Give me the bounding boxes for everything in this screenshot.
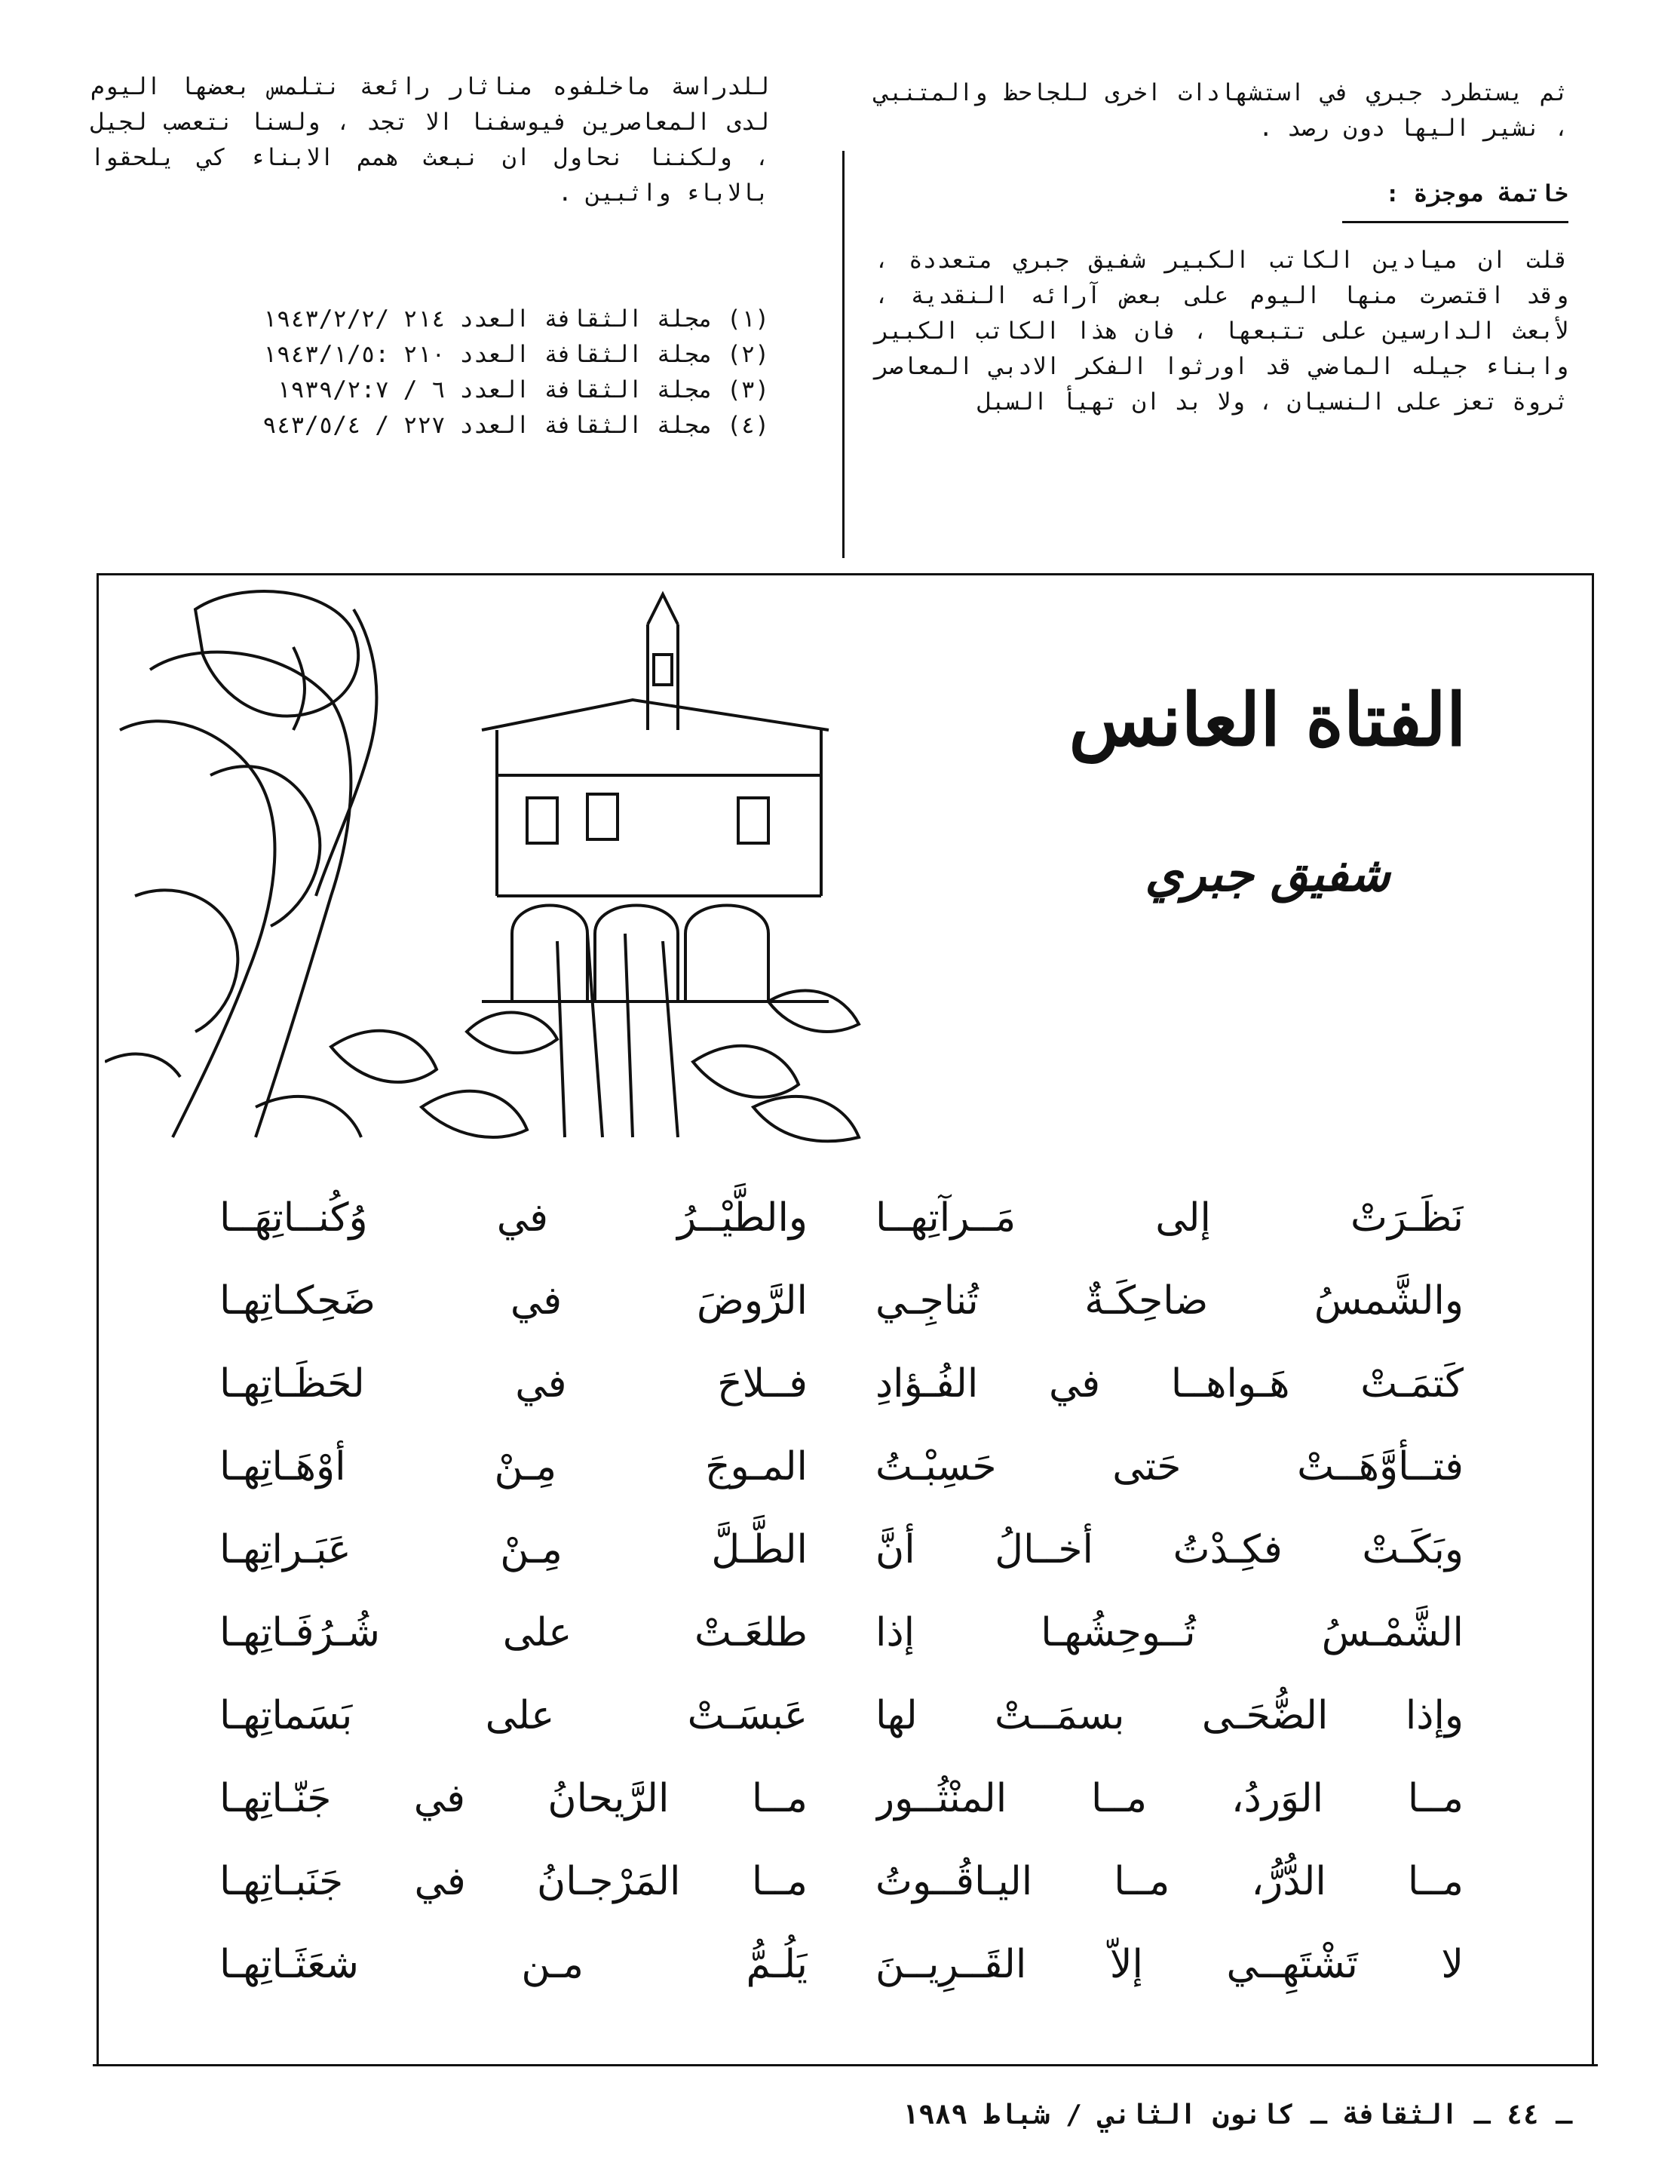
verse-second-hemistich: والطَّيْــرُ في وُكُنــاتِهَــا [219, 1195, 808, 1241]
verse-line [99, 1508, 1592, 1591]
verse-second-hemistich: مــا المَرْجـانُ في جَنَبـاتِهـا [219, 1859, 808, 1904]
verse-first-hemistich: وبَكَـتْ فكِـدْتُ أخــالُ أنَّ [875, 1527, 1464, 1572]
verse-first-hemistich: الشَّمْـسُ تُــوحِشُهـا إذا [875, 1610, 1464, 1655]
verse-first-hemistich: مــا الدُّرُّ، مــا اليـاقُــوتُ [875, 1859, 1464, 1904]
reference-item: (١) مجلة الثقافة العدد ٢١٤ /١٩٤٣/٢/٢ [262, 305, 769, 333]
article-right-column [875, 75, 1568, 420]
verse-first-hemistich: كَتمَـتْ هَـواهــا في الفُـؤادِ [875, 1361, 1464, 1406]
page-footer: ـ ٤٤ ـ الثقافة ـ كانون الثاني / شباط ١٩٨٩ [902, 2100, 1572, 2130]
article-left-column [90, 69, 769, 443]
verse-line [99, 1591, 1592, 1674]
reference-item: (٣) مجلة الثقافة العدد ٦ / ١٩٣٩/٢:٧ [276, 376, 769, 403]
verse-second-hemistich: يَلُـمُّ مـن شعَثَـاتِهـا [219, 1942, 808, 1987]
verse-line [99, 1757, 1592, 1840]
verse-second-hemistich: عَبسَـتْ على بَسَماتِهـا [219, 1693, 808, 1738]
verse-line [99, 1840, 1592, 1923]
article-paragraph: ثم يستطرد جبري في استشهادات اخرى للجاحظ والمتنبي ، نشير اليها دون رصد . [875, 79, 1568, 142]
verse-first-hemistich: وإذا الضُّحَـى بسمَــتْ لها [875, 1693, 1464, 1738]
verse-second-hemistich: طلعَـتْ على شُـرُفَـاتِهـا [219, 1610, 808, 1655]
frame-bottom-rule [93, 2064, 1598, 2066]
frame-top-rule [99, 573, 1592, 575]
verse-line [99, 1674, 1592, 1757]
verse-second-hemistich: الطَّـلَّ مِـنْ عَبَـراتِهـا [219, 1527, 808, 1572]
poem-title: الفتاة العانس [1068, 677, 1467, 762]
verse-line [99, 1425, 1592, 1508]
verse-first-hemistich: والشَّمسُ ضاحِكَـةٌ تُناجِـي [875, 1278, 1464, 1324]
article-paragraph: قلت ان ميادين الكاتب الكبير شفيق جبري متعددة ، وقد اقتصرت منها اليوم على بعض آرائه النقدية ، لأبعث الدارسين على تتبعها ، فان هذا الكاتب الكبير وابناء جيله الماضي قد اورثوا الفكر الادبي المعاصر ثروة تعز على النسيان ، ولا بد ان تهيأ السبل [875, 247, 1568, 416]
verse-line [99, 1259, 1592, 1342]
reference-item: (٢) مجلة الثقافة العدد ٢١٠ :١٩٤٣/١/٥ [262, 341, 769, 368]
heading-underline [1342, 221, 1568, 223]
verse-line [99, 1176, 1592, 1259]
reference-item: (٤) مجلة الثقافة العدد ٢٢٧ / ٩٤٣/٥/٤ [262, 412, 769, 439]
verse-line [99, 1923, 1592, 2006]
verse-second-hemistich: الرَّوضَ في ضَحِكـاتِهـا [219, 1278, 808, 1324]
verse-second-hemistich: مــا الرَّيحانُ في جَنّـاتِهـا [219, 1776, 808, 1821]
verse-second-hemistich: المـوجَ مِـنْ أوْهَـاتِهـا [219, 1444, 808, 1489]
poet-name: شفيق جبري [1145, 846, 1390, 903]
poem-verses [99, 1176, 1592, 2006]
section-heading: خاتمة موجزة : [1385, 180, 1568, 207]
poem-frame [97, 573, 1594, 2066]
verse-line [99, 1342, 1592, 1425]
references-list [90, 302, 769, 443]
verse-first-hemistich: لا تَشْتَهِــي إلاّ القَــرِيــنَ [875, 1942, 1464, 1987]
verse-first-hemistich: مــا الوَردُ، مــا المنْثُــور [875, 1776, 1464, 1821]
article-paragraph: للدراسة ماخلفوه مناثار رائعة نتلمس بعضها اليوم لدى المعاصرين فيوسفنا الا تجد ، ولسنا نتعصب لجيل ، ولكننا نحاول ان نبعث همم الابناء كي يلحقوا بالاباء واثبين . [90, 73, 769, 207]
verse-first-hemistich: فتــأوَّهَــتْ حَتى حَسِبْـتُ [875, 1444, 1464, 1489]
verse-first-hemistich: نَظَـرَتْ إلى مَــرآتِهــا [875, 1195, 1464, 1241]
woman-and-old-house-illustration-icon [105, 579, 881, 1152]
verse-second-hemistich: فــلاحَ في لحَظَـاتِهـا [219, 1361, 808, 1406]
column-divider [842, 151, 845, 558]
